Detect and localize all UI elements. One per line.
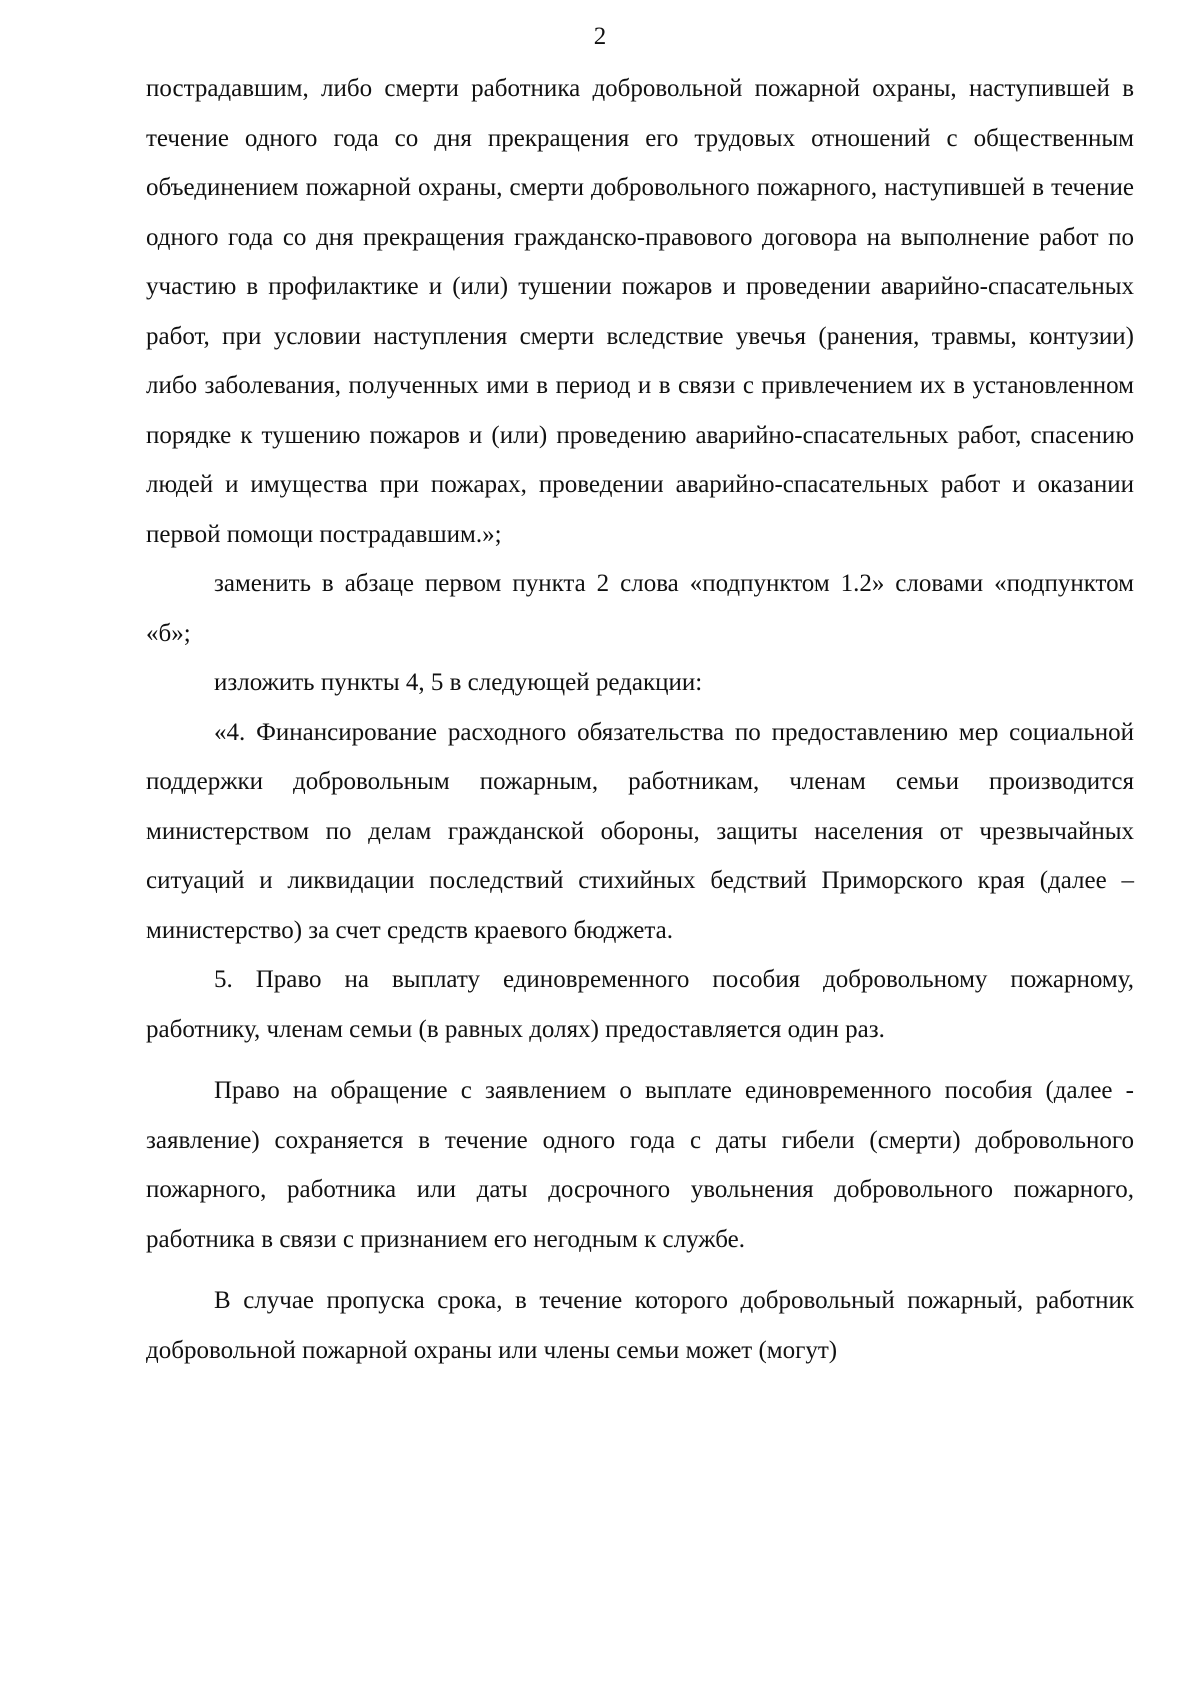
paragraph-application-right: Право на обращение с заявлением о выплате единовременного пособия (далее - заявление) сохраняется в течение одного года с даты гибели (смерти) добровольного пожарного, работника или даты досрочного увольнения добровольного пожарного, работника в связи с признанием его негодным к службе.	[146, 1077, 1134, 1253]
paragraph-item-5: 5. Право на выплату единовременного пособия добровольному пожарному, работнику, членам семьи (в равных долях) предоставляется один раз.	[146, 966, 1134, 1043]
page-number: 2	[593, 23, 607, 50]
paragraph-continuation: пострадавшим, либо смерти работника добровольной пожарной охраны, наступившей в течение одного года со дня прекращения его трудовых отношений с общественным объединением пожарной охраны, смерти добровольного пожарного, наступившей в течение одного года со дня прекращения гражданско-правового договора на выполнение работ по участию в профилактике и (или) тушении пожаров и проведении аварийно-спасательных работ, при условии наступления смерти вследствие увечья (ранения, травмы, контузии) либо заболевания, полученных ими в период и в связи с привлечением их в установленном порядке к тушению пожаров и (или) проведению аварийно-спасательных работ, спасению людей и имущества при пожарах, проведении аварийно-спасательных работ и оказании первой помощи пострадавшим.»;	[146, 75, 1134, 548]
paragraph-restate-items: изложить пункты 4, 5 в следующей редакции:	[214, 669, 703, 696]
paragraph-replace-words: заменить в абзаце первом пункта 2 слова «подпунктом 1.2» словами «подпунктом «б»;	[146, 570, 1134, 647]
paragraph-item-4: «4. Финансирование расходного обязательства по предоставлению мер социальной поддержки добровольным пожарным, работникам, членам семьи производится министерством по делам гражданской обороны, защиты населения от чрезвычайных ситуаций и ликвидации последствий стихийных бедствий Приморского края (далее – министерство) за счет средств краевого бюджета.	[146, 718, 1134, 944]
document-body	[146, 64, 1134, 1375]
paragraph-missed-deadline: В случае пропуска срока, в течение которого добровольный пожарный, работник добровольной пожарной охраны или члены семьи может (могут)	[146, 1287, 1134, 1364]
